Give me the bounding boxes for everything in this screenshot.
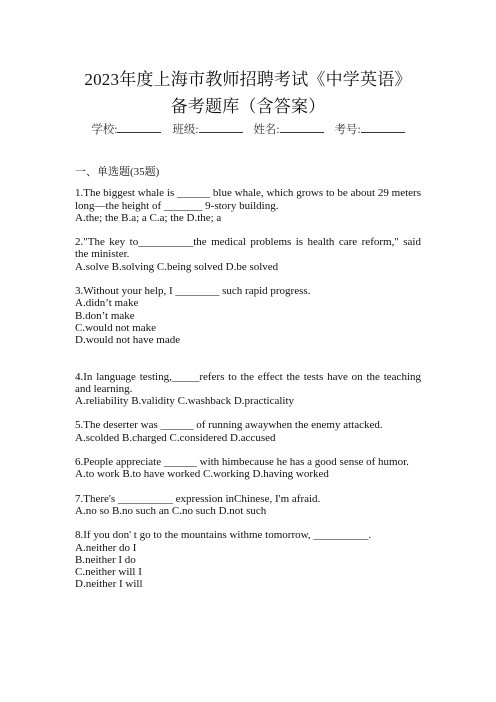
school-blank <box>117 123 161 133</box>
question-8 <box>75 529 421 590</box>
option-a: A.didn’t make <box>75 297 139 310</box>
section-heading: 一、单选题(35题) <box>75 166 160 178</box>
name-label: 姓名: <box>253 124 280 136</box>
question-stem: 6.People appreciate ______ with himbecause he has a good sense of humor. <box>75 456 409 469</box>
class-blank <box>199 123 243 133</box>
question-list <box>75 166 421 603</box>
option-d: D.neither I will <box>75 578 143 591</box>
question-7 <box>75 493 421 518</box>
question-6 <box>75 456 421 481</box>
document-title <box>60 66 436 120</box>
question-options: A.the; the B.a; a C.a; the D.the; a <box>75 211 222 224</box>
question-stem: 2."The key to__________the medical problems is health care reform," said the minister. <box>75 236 421 261</box>
question-5 <box>75 419 421 444</box>
option-d: D.would not have made <box>75 334 181 347</box>
question-2 <box>75 236 421 273</box>
exam-number-label: 考号: <box>334 124 361 136</box>
class-label: 班级: <box>172 124 199 136</box>
question-options: A.scolded B.charged C.considered D.accused <box>75 431 276 444</box>
option-c: C.would not make <box>75 321 156 334</box>
option-b: B.don’t make <box>75 309 135 322</box>
question-stem: 5.The deserter was ______ of running awaywhen the enemy attacked. <box>75 419 383 432</box>
option-c: C.neither will I <box>75 566 142 579</box>
exam-number-blank <box>361 123 405 133</box>
title-line-2: 备考题库（含答案） <box>170 97 326 116</box>
question-options: A.reliability B.validity C.washback D.practicality <box>75 395 295 408</box>
question-stem: 7.There's __________ expression inChinese, I'm afraid. <box>75 492 321 505</box>
school-label: 学校: <box>91 124 118 136</box>
option-b: B.neither I do <box>75 553 136 566</box>
question-1 <box>75 187 421 224</box>
question-options: A.no so B.no such an C.no such D.not such <box>75 504 267 517</box>
question-stem: 8.If you don' t go to the mountains withme tomorrow, __________. <box>75 529 372 542</box>
student-info-row <box>0 121 496 137</box>
question-options: A.solve B.solving C.being solved D.be solved <box>75 260 279 273</box>
question-stem: 4.In language testing,_____refers to the effect the tests have on the teaching and learning. <box>75 370 421 395</box>
question-3 <box>75 285 421 346</box>
question-stem: 1.The biggest whale is ______ blue whale, which grows to be about 29 meters long—the height of _______ 9-story building. <box>75 187 421 212</box>
question-options: A.to work B.to have worked C.working D.having worked <box>75 468 329 481</box>
title-line-1: 2023年度上海市教师招聘考试《中学英语》 <box>84 70 412 89</box>
option-a: A.neither do I <box>75 541 137 554</box>
question-4 <box>75 371 421 408</box>
question-stem: 3.Without your help, I ________ such rapid progress. <box>75 285 311 298</box>
name-blank <box>280 123 324 133</box>
